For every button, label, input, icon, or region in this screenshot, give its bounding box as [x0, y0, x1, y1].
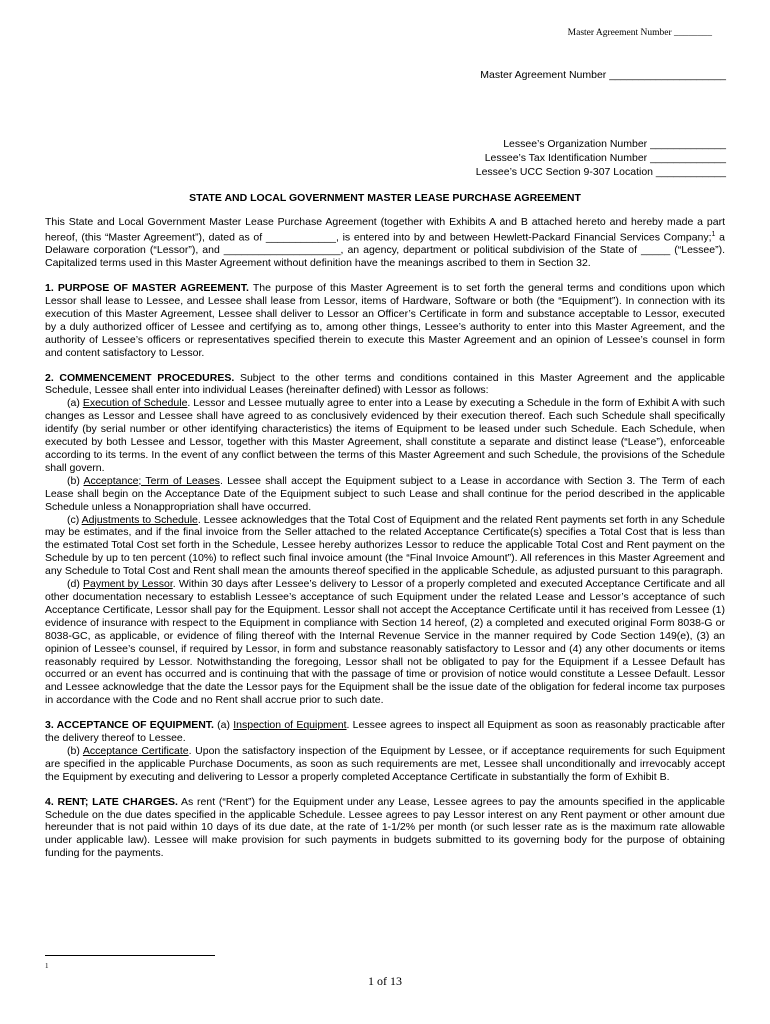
intro-text-part1: This State and Local Government Master Lease Purchase Agreement (together with Exhibits A and B attached hereto and hereby made a part hereof, (this “Master Agreement”), dated as of ____________, is entered into by and between Hewlett-Packard Financial Services Company;	[45, 216, 725, 244]
section-3b-title: Acceptance Certificate	[82, 744, 189, 757]
agreement-body	[45, 216, 725, 860]
section-3a-title: Inspection of Equipment	[233, 719, 347, 732]
organization-number: Lessee’s Organization Number _____________	[503, 138, 726, 150]
ucc-location: Lessee’s UCC Section 9-307 Location ____________	[475, 166, 726, 178]
section-2-paragraph	[45, 372, 725, 398]
section-2c-label: (c)	[67, 513, 82, 526]
section-3-paragraph	[45, 719, 725, 745]
section-3a-text: . Lessee agrees to inspect all Equipment as soon as reasonably practicable after the delivery thereof to Lessee.	[45, 719, 725, 745]
section-2d-title: Payment by Lessor	[83, 578, 173, 591]
section-1-text: The purpose of this Master Agreement is to set forth the general terms and conditions upon which Lessor shall lease to Lessee, and Lessee shall lease from Lessor, items of Hardware, Software or both (the “Equipment”). In connection with its execution of this Master Agreement, Lessee shall deliver to Lessor an Officer’s Certificate in form and substance acceptable to Lessor, executed by a duly authorized officer of Lessee and certifying as to, among other things, Lessee’s authority to enter into this Master Agreement, and the authority of Lessee’s officers or representatives specified therein to execute this Master Agreement and an opinion of Lessee’s counsel in form and content satisfactory to Lessor.	[45, 282, 725, 359]
section-2c-text: . Lessee acknowledges that the Total Cost of Equipment and the related Rent payments set forth in any Schedule may be estimates, and if the final invoice from the Seller attached to the related Acceptance Certificate(s) specifies a Total Cost that is less than the estimated Total Cost set forth in the Schedule, Lessee hereby authorizes Lessor to reduce the applicable Total Cost and Rent payment on the Schedule by up to ten percent (10%) to reflect such final invoice amount (the “Final Invoice Amount”). All references in this Master Agreement and any Schedule to Total Cost and Rent shall mean the amounts thereof specified in the applicable Schedule, as adjusted pursuant to this paragraph.	[45, 513, 725, 578]
footnote-divider	[45, 955, 215, 956]
tax-identification-number: Lessee’s Tax Identification Number _____________	[484, 152, 726, 164]
section-2a-text: . Lessor and Lessee mutually agree to enter into a Lease by executing a Schedule in the form of Exhibit A with such changes as Lessor and Lessee shall have agreed to as conclusively evidenced by their execution thereof. Each such Schedule shall specifically identify (by serial number or other identifying characteristics) the items of Equipment to be leased under such Schedule. Each Schedule, when executed by both Lessee and Lessor, together with this Master Agreement, shall constitute a separate and distinct lease (“Lease”), enforceable according to its terms. In the event of any conflict between the terms of this Master Agreement and such Schedule, the provisions of the Schedule shall govern.	[45, 397, 725, 474]
master-agreement-number: Master Agreement Number ____________________	[480, 69, 726, 81]
section-2a-title: Execution of Schedule	[82, 397, 188, 410]
intro-text-part2: a Delaware corporation (“Lessor”), and ____________________, an agency, department or political subdivision of the State of _____ (“Lessee”). Capitalized terms used in this Master Agreement without definition have the meanings ascribed to them in Section 32.	[45, 231, 726, 270]
footnote: 1	[45, 962, 49, 970]
section-2a-paragraph	[45, 397, 725, 474]
intro-paragraph	[45, 216, 725, 270]
section-2b-text: . Lessee shall accept the Equipment subject to a Lease in accordance with Section 3. The Term of each Lease shall begin on the Acceptance Date of the Equipment subject to such Lease and shall continue for the period described in the applicable Schedule unless a Nonappropriation shall have occurred.	[45, 474, 726, 513]
section-1-heading: 1. PURPOSE OF MASTER AGREEMENT.	[45, 282, 249, 295]
section-2b-paragraph	[45, 475, 725, 514]
section-1-paragraph	[45, 282, 725, 359]
section-3b-label: (b)	[67, 744, 83, 757]
section-2-heading: 2. COMMENCEMENT PROCEDURES.	[45, 371, 235, 384]
footnote-reference: 1	[711, 230, 716, 238]
section-3-heading: 3. ACCEPTANCE OF EQUIPMENT.	[45, 719, 214, 732]
section-3a-label: (a)	[213, 719, 234, 732]
lessee-identification-block	[476, 137, 726, 179]
section-2b-title: Acceptance; Term of Leases	[83, 474, 220, 487]
section-2d-text: . Within 30 days after Lessee’s delivery to Lessor of a properly completed and executed Acceptance Certificate and all other documentation necessary to establish Lessee’s acceptance of such Equipment under the related Lease and Lessor’s acceptance of such Acceptance Certificate, Lessor shall pay for the Equipment. Lessor shall not accept the Acceptance Certificate until it has received from Lessee (1) evidence of insurance with respect to the Equipment in compliance with Section 14 hereof, (2) a completed and executed original Form 8038-G or 8038-GC, as applicable, or evidence of filing thereof with the Internal Revenue Service in the manner required by Code Section 149(e), (3) an opinion of Lessee’s counsel, if required by Lessor, in form and substance reasonably satisfactory to Lessor and (4) any other documents or items reasonably required by Lessor. Notwithstanding the foregoing, Lessor shall not be obligated to pay for the Equipment if a Lessee Default has occurred or an event has occurred and is continuing that with the passage of time or provision of notice would constitute a Lessee Default. Lessor and Lessee acknowledge that the date the Lessor pays for the Equipment shall be the issue date of the obligation for federal income tax purposes in accordance with the Code and no Rent shall accrue prior to such date.	[45, 578, 725, 707]
section-3b-paragraph	[45, 745, 725, 784]
section-2c-title: Adjustments to Schedule	[81, 513, 198, 526]
section-2d-label: (d)	[67, 578, 83, 591]
section-2c-paragraph	[45, 514, 725, 579]
section-4-paragraph	[45, 796, 725, 861]
section-2a-label: (a)	[67, 397, 83, 410]
running-header: Master Agreement Number ________	[567, 28, 712, 38]
section-4-text: As rent (“Rent”) for the Equipment under any Lease, Lessee agrees to pay the amounts specified in the applicable Schedule on the due dates specified in the applicable Schedule. Lessee agrees to pay Lessor interest on any Rent payment or other amount due hereunder that is not paid within 10 days of its due date, at the rate of 1-1/2% per month (or such lesser rate as is the maximum rate allowable under applicable law). Lessee will make provision for such payments in budgets submitted to its governing body for the purpose of obtaining funding for the payments.	[45, 795, 725, 860]
section-2d-paragraph	[45, 578, 725, 707]
document-title: STATE AND LOCAL GOVERNMENT MASTER LEASE PURCHASE AGREEMENT	[189, 192, 581, 204]
section-2b-label: (b)	[67, 474, 84, 487]
section-2-text: Subject to the other terms and conditions contained in this Master Agreement and the applicable Schedule, Lessee shall enter into individual Leases (hereinafter defined) with Lessor as follows:	[45, 371, 725, 397]
section-4-heading: 4. RENT; LATE CHARGES.	[45, 795, 178, 808]
section-3b-text: . Upon the satisfactory inspection of the Equipment by Lessee, or if acceptance requirements for such Equipment are specified in the applicable Purchase Documents, as soon as such requirements are met, Lessee shall unconditionally and irrevocably accept the Equipment by executing and delivering to Lessor a properly completed Acceptance Certificate in substantially the form of Exhibit B.	[45, 744, 725, 783]
page-number: 1 of 13	[368, 974, 402, 988]
